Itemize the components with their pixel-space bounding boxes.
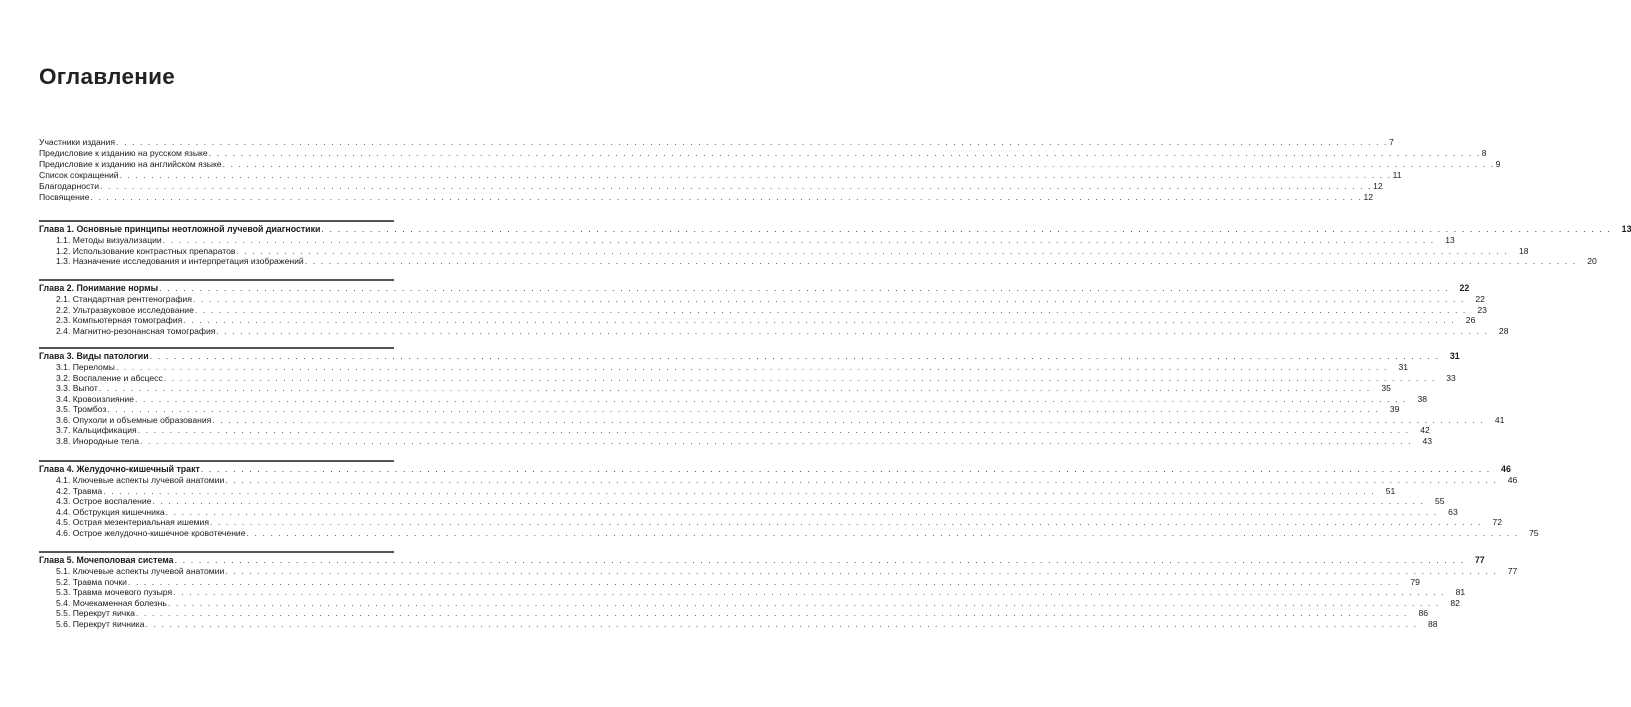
chapter-divider bbox=[39, 460, 394, 462]
entry-label: 1.3. Назначение исследования и интерпретация изображений bbox=[56, 256, 304, 266]
entry-page-number: 46 bbox=[1501, 464, 1511, 474]
entry-page-number: 82 bbox=[1450, 597, 1460, 608]
toc-entry[interactable] bbox=[39, 159, 1501, 170]
dot-leader: . . . . . . . . . . . . . . . . . . . . . . . . . . . . . . . . . . . . . . . . . . . . . . . . . . . . . . . . . . . . . . . . . . . . . . . . . . . . . . . . . . . . . . . . . . . . . . . . . . . . . . . . . . . . . . . . . . . . . . . . . . . . . . . . . . . . . . . . . . . . . . . . . . . . . . . . . . . . . . . . bbox=[167, 597, 1440, 608]
toc-entry[interactable] bbox=[39, 137, 1394, 148]
dot-leader: . . . . . . . . . . . . . . . . . . . . . . . . . . . . . . . . . . . . . . . . . . . . . . . . . . . . . . . . . . . . . . . . . . . . . . . . . . . . . . . . . . . . . . . . . . . . . . . . . . . . . . . . . . . . . . . . . . . . . . . . . . . . . . . . . . . . . . . . . . . . . . . . . . . . . . . . . . . . . . . . bbox=[103, 485, 1376, 496]
entry-label: 2.1. Стандартная рентгенография bbox=[56, 294, 192, 304]
section-entry[interactable] bbox=[39, 393, 1428, 405]
dot-leader: . . . . . . . . . . . . . . . . . . . . . . . . . . . . . . . . . . . . . . . . . . . . . . . . . . . . . . . . . . . . . . . . . . . . . . . . . . . . . . . . . . . . . . . . . . . . . . . . . . . . . . . . . . . . . . . . . . . . . . . . . . . . . . . . . . . . . . . . . . . . . . . . . . . . . . . . . . . . . . . . bbox=[152, 496, 1425, 506]
entry-label: 3.5. Тромбоз bbox=[56, 404, 107, 414]
entry-label: Глава 4. Желудочно-кишечный тракт bbox=[39, 464, 200, 474]
section-entry[interactable] bbox=[39, 304, 1487, 316]
entry-label: Глава 5. Мочеполовая система bbox=[39, 555, 174, 565]
section-entry[interactable] bbox=[39, 597, 1460, 609]
chapter-entry[interactable] bbox=[39, 464, 1511, 475]
entry-page-number: 26 bbox=[1465, 315, 1476, 325]
section-entry[interactable] bbox=[39, 506, 1458, 518]
section-entry[interactable] bbox=[39, 372, 1456, 384]
dot-leader: . . . . . . . . . . . . . . . . . . . . . . . . . . . . . . . . . . . . . . . . . . . . . . . . . . . . . . . . . . . . . . . . . . . . . . . . . . . . . . . . . . . . . . . . . . . . . . . . . . . . . . . . . . . . . . . . . . . . . . . . . . . . . . . . . . . . . . . . . . . . . . . . . . . . . . . . . . . . . . . . bbox=[140, 435, 1413, 446]
entry-page-number: 18 bbox=[1518, 245, 1529, 256]
entry-label: 3.4. Кровоизлияние bbox=[56, 393, 134, 404]
entry-label: 4.6. Острое желудочно-кишечное кровотечение bbox=[56, 527, 246, 538]
entry-label: 3.7. Кальцификация bbox=[56, 425, 137, 435]
dot-leader: . . . . . . . . . . . . . . . . . . . . . . . . . . . . . . . . . . . . . . . . . . . . . . . . . . . . . . . . . . . . . . . . . . . . . . . . . . . . . . . . . . . . . . . . . . . . . . . . . . . . . . . . . . . . . . . . . . . . . . . . . . . . . . . . . . . . . . . . . . . . . . . . . . . . . . . . . . . . . . . . bbox=[98, 383, 1371, 393]
entry-label: 5.1. Ключевые аспекты лучевой анатомии bbox=[56, 566, 225, 576]
entry-label: 3.8. Инородные тела bbox=[56, 435, 140, 446]
entry-label: 5.3. Травма мочевого пузыря bbox=[56, 587, 173, 597]
entry-label: Участники издания bbox=[39, 137, 115, 147]
entry-label: 4.5. Острая мезентериальная ишемия bbox=[56, 517, 209, 527]
section-entry[interactable] bbox=[39, 475, 1518, 486]
entry-label: Глава 3. Виды патологии bbox=[39, 351, 149, 361]
entry-page-number: 22 bbox=[1459, 283, 1470, 293]
chapter-block bbox=[39, 460, 1539, 538]
entry-label: 1.1. Методы визуализации bbox=[56, 235, 162, 245]
entry-page-number: 42 bbox=[1420, 425, 1430, 435]
chapter-divider bbox=[39, 551, 394, 553]
dot-leader: . . . . . . . . . . . . . . . . . . . . . . . . . . . . . . . . . . . . . . . . . . . . . . . . . . . . . . . . . . . . . . . . . . . . . . . . . . . . . . . . . . . . . . . . . . . . . . . . . . . . . . . . . . . . . . . . . . . . . . . . . . . . . . . . . . . . . . . . . . . . . . . . . . . . . . . . . . . . . . . . bbox=[192, 294, 1465, 304]
entry-label: 3.1. Переломы bbox=[56, 362, 115, 372]
dot-leader: . . . . . . . . . . . . . . . . . . . . . . . . . . . . . . . . . . . . . . . . . . . . . . . . . . . . . . . . . . . . . . . . . . . . . . . . . . . . . . . . . . . . . . . . . . . . . . . . . . . . . . . . . . . . . . . . . . . . . . . . . . . . . . . . . . . . . . . . . . . . . . . . . . . . . . . . . . . . . . . . bbox=[135, 608, 1409, 618]
dot-leader: . . . . . . . . . . . . . . . . . . . . . . . . . . . . . . . . . . . . . . . . . . . . . . . . . . . . . . . . . . . . . . . . . . . . . . . . . . . . . . . . . . . . . . . . . . . . . . . . . . . . . . . . . . . . . . . . . . . . . . . . . . . . . . . . . . . . . . . . . . . . . . . . . . . . . . . . . . . . . . . . bbox=[149, 351, 1440, 361]
dot-leader: . . . . . . . . . . . . . . . . . . . . . . . . . . . . . . . . . . . . . . . . . . . . . . . . . . . . . . . . . . . . . . . . . . . . . . . . . . . . . . . . . . . . . . . . . . . . . . . . . . . . . . . . . . . . . . . . . . . . . . . . . . . . . . . . . . . . . . . . . . . . . . . . . . . . . . . . . . . . . . . . bbox=[216, 325, 1489, 336]
section-entry[interactable] bbox=[39, 608, 1429, 619]
entry-label: Список сокращений bbox=[39, 170, 119, 180]
entry-page-number: 22 bbox=[1475, 294, 1485, 304]
entry-label: 3.2. Воспаление и абсцесс bbox=[56, 372, 163, 383]
entry-page-number: 35 bbox=[1381, 383, 1391, 393]
dot-leader: . . . . . . . . . . . . . . . . . . . . . . . . . . . . . . . . . . . . . . . . . . . . . . . . . . . . . . . . . . . . . . . . . . . . . . . . . . . . . . . . . . . . . . . . . . . . . . . . . . . . . . . . . . . . . . . . . . . . . . . . . . . . . . . . . . . . . . . . . . . . . . . . . . . . . . . . . . . . . . . . bbox=[127, 576, 1400, 587]
entry-page-number: 51 bbox=[1385, 485, 1396, 496]
entry-label: 4.4. Обструкция кишечника bbox=[56, 506, 165, 517]
dot-leader: . . . . . . . . . . . . . . . . . . . . . . . . . . . . . . . . . . . . . . . . . . . . . . . . . . . . . . . . . . . . . . . . . . . . . . . . . . . . . . . . . . . . . . . . . . . . . . . . . . . . . . . . . . . . . . . . . . . . . . . . . . . . . . . . . . . . . . . . . . . . . . . . . . . . . . . . . . . . . . . . bbox=[116, 137, 1389, 147]
entry-page-number: 77 bbox=[1507, 566, 1518, 576]
entry-page-number: 88 bbox=[1428, 618, 1438, 629]
dot-leader: . . . . . . . . . . . . . . . . . . . . . . . . . . . . . . . . . . . . . . . . . . . . . . . . . . . . . . . . . . . . . . . . . . . . . . . . . . . . . . . . . . . . . . . . . . . . . . . . . . . . . . . . . . . . . . . . . . . . . . . . . . . . . . . . . . . . . . . . . . . . . . . . . . . . . . . . . . . . . . . . bbox=[119, 170, 1392, 180]
dot-leader: . . . . . . . . . . . . . . . . . . . . . . . . . . . . . . . . . . . . . . . . . . . . . . . . . . . . . . . . . . . . . . . . . . . . . . . . . . . . . . . . . . . . . . . . . . . . . . . . . . . . . . . . . . . . . . . . . . . . . . . . . . . . . . . . . . . . . . . . . . . . . . . . . . . . . . . . . . . . . . . . bbox=[100, 181, 1373, 191]
section-entry[interactable] bbox=[39, 587, 1466, 598]
entry-label: Предисловие к изданию на русском языке bbox=[39, 148, 208, 158]
entry-page-number: 63 bbox=[1448, 506, 1458, 517]
section-entry[interactable] bbox=[39, 527, 1539, 539]
chapter-entry[interactable] bbox=[39, 283, 1470, 294]
section-entry[interactable] bbox=[39, 383, 1391, 394]
chapter-entry[interactable] bbox=[39, 224, 1631, 235]
entry-label: 3.3. Выпот bbox=[56, 383, 98, 393]
page-title: Оглавление bbox=[39, 64, 176, 89]
entry-page-number: 23 bbox=[1477, 304, 1487, 315]
dot-leader: . . . . . . . . . . . . . . . . . . . . . . . . . . . . . . . . . . . . . . . . . . . . . . . . . . . . . . . . . . . . . . . . . . . . . . . . . . . . . . . . . . . . . . . . . . . . . . . . . . . . . . . . . . . . . . . . . . . . . . . . . . . . . . . . . . . . . . . . . . . . . . . . . . . . . . . . . . . . . . . . bbox=[159, 283, 1450, 293]
dot-leader: . . . . . . . . . . . . . . . . . . . . . . . . . . . . . . . . . . . . . . . . . . . . . . . . . . . . . . . . . . . . . . . . . . . . . . . . . . . . . . . . . . . . . . . . . . . . . . . . . . . . . . . . . . . . . . . . . . . . . . . . . . . . . . . . . . . . . . . . . . . . . . . . . . . . . . . . . . . . . . . . bbox=[321, 224, 1612, 234]
dot-leader: . . . . . . . . . . . . . . . . . . . . . . . . . . . . . . . . . . . . . . . . . . . . . . . . . . . . . . . . . . . . . . . . . . . . . . . . . . . . . . . . . . . . . . . . . . . . . . . . . . . . . . . . . . . . . . . . . . . . . . . . . . . . . . . . . . . . . . . . . . . . . . . . . . . . . . . . . . . . . . . . bbox=[165, 506, 1438, 517]
entry-page-number: 72 bbox=[1492, 517, 1503, 527]
entry-page-number: 12 bbox=[1363, 192, 1374, 202]
entry-label: 4.1. Ключевые аспекты лучевой анатомии bbox=[56, 475, 225, 485]
entry-page-number: 13 bbox=[1621, 224, 1631, 234]
entry-page-number: 8 bbox=[1481, 148, 1487, 158]
entry-page-number: 79 bbox=[1410, 576, 1420, 587]
dot-leader: . . . . . . . . . . . . . . . . . . . . . . . . . . . . . . . . . . . . . . . . . . . . . . . . . . . . . . . . . . . . . . . . . . . . . . . . . . . . . . . . . . . . . . . . . . . . . . . . . . . . . . . . . . . . . . . . . . . . . . . . . . . . . . . . . . . . . . . . . . . . . . . . . . . . . . . . . . . . . . . . bbox=[183, 315, 1456, 325]
section-entry[interactable] bbox=[39, 245, 1529, 257]
entry-page-number: 81 bbox=[1455, 587, 1466, 597]
toc-entry[interactable] bbox=[39, 192, 1374, 203]
entry-page-number: 33 bbox=[1446, 372, 1456, 383]
entry-page-number: 39 bbox=[1389, 404, 1400, 414]
entry-page-number: 75 bbox=[1529, 527, 1539, 538]
entry-label: Посвящение bbox=[39, 192, 90, 202]
dot-leader: . . . . . . . . . . . . . . . . . . . . . . . . . . . . . . . . . . . . . . . . . . . . . . . . . . . . . . . . . . . . . . . . . . . . . . . . . . . . . . . . . . . . . . . . . . . . . . . . . . . . . . . . . . . . . . . . . . . . . . . . . . . . . . . . . . . . . . . . . . . . . . . . . . . . . . . . . . . . . . . . bbox=[134, 393, 1408, 404]
section-entry[interactable] bbox=[39, 294, 1485, 305]
dot-leader: . . . . . . . . . . . . . . . . . . . . . . . . . . . . . . . . . . . . . . . . . . . . . . . . . . . . . . . . . . . . . . . . . . . . . . . . . . . . . . . . . . . . . . . . . . . . . . . . . . . . . . . . . . . . . . . . . . . . . . . . . . . . . . . . . . . . . . . . . . . . . . . . . . . . . . . . . . . . . . . . bbox=[304, 256, 1577, 266]
toc-entry[interactable] bbox=[39, 170, 1402, 181]
section-entry[interactable] bbox=[39, 315, 1476, 326]
entry-page-number: 41 bbox=[1494, 414, 1505, 425]
chapter-block bbox=[39, 551, 1518, 629]
entry-label: Благодарности bbox=[39, 181, 100, 191]
entry-label: 2.3. Компьютерная томография bbox=[56, 315, 183, 325]
entry-label: 5.5. Перекрут яичка bbox=[56, 608, 135, 618]
section-entry[interactable] bbox=[39, 566, 1518, 577]
front-matter-list bbox=[39, 137, 1501, 203]
entry-label: 2.2. Ультразвуковое исследование bbox=[56, 304, 194, 315]
dot-leader: . . . . . . . . . . . . . . . . . . . . . . . . . . . . . . . . . . . . . . . . . . . . . . . . . . . . . . . . . . . . . . . . . . . . . . . . . . . . . . . . . . . . . . . . . . . . . . . . . . . . . . . . . . . . . . . . . . . . . . . . . . . . . . . . . . . . . . . . . . . . . . . . . . . . . . . . . . . . . . . . bbox=[225, 475, 1498, 485]
dot-leader: . . . . . . . . . . . . . . . . . . . . . . . . . . . . . . . . . . . . . . . . . . . . . . . . . . . . . . . . . . . . . . . . . . . . . . . . . . . . . . . . . . . . . . . . . . . . . . . . . . . . . . . . . . . . . . . . . . . . . . . . . . . . . . . . . . . . . . . . . . . . . . . . . . . . . . . . . . . . . . . . bbox=[163, 372, 1436, 383]
entry-label: Предисловие к изданию на английском языке bbox=[39, 159, 222, 169]
dot-leader: . . . . . . . . . . . . . . . . . . . . . . . . . . . . . . . . . . . . . . . . . . . . . . . . . . . . . . . . . . . . . . . . . . . . . . . . . . . . . . . . . . . . . . . . . . . . . . . . . . . . . . . . . . . . . . . . . . . . . . . . . . . . . . . . . . . . . . . . . . . . . . . . . . . . . . . . . . . . . . . . bbox=[145, 618, 1418, 629]
dot-leader: . . . . . . . . . . . . . . . . . . . . . . . . . . . . . . . . . . . . . . . . . . . . . . . . . . . . . . . . . . . . . . . . . . . . . . . . . . . . . . . . . . . . . . . . . . . . . . . . . . . . . . . . . . . . . . . . . . . . . . . . . . . . . . . . . . . . . . . . . . . . . . . . . . . . . . . . . . . . . . . . bbox=[90, 192, 1363, 202]
entry-page-number: 7 bbox=[1389, 137, 1394, 147]
toc-entry[interactable] bbox=[39, 181, 1383, 192]
dot-leader: . . . . . . . . . . . . . . . . . . . . . . . . . . . . . . . . . . . . . . . . . . . . . . . . . . . . . . . . . . . . . . . . . . . . . . . . . . . . . . . . . . . . . . . . . . . . . . . . . . . . . . . . . . . . . . . . . . . . . . . . . . . . . . . . . . . . . . . . . . . . . . . . . . . . . . . . . . . . . . . . bbox=[208, 148, 1481, 158]
entry-page-number: 46 bbox=[1507, 475, 1518, 485]
dot-leader: . . . . . . . . . . . . . . . . . . . . . . . . . . . . . . . . . . . . . . . . . . . . . . . . . . . . . . . . . . . . . . . . . . . . . . . . . . . . . . . . . . . . . . . . . . . . . . . . . . . . . . . . . . . . . . . . . . . . . . . . . . . . . . . . . . . . . . . . . . . . . . . . . . . . . . . . . . . . . . . . bbox=[222, 159, 1495, 169]
entry-label: 5.4. Мочекаменная болезнь bbox=[56, 597, 167, 608]
entry-page-number: 77 bbox=[1474, 555, 1485, 565]
section-entry[interactable] bbox=[39, 576, 1420, 588]
section-entry[interactable] bbox=[39, 618, 1438, 630]
entry-label: 1.2. Использование контрастных препаратов bbox=[56, 245, 236, 256]
chapter-divider bbox=[39, 220, 394, 222]
chapter-divider bbox=[39, 347, 394, 349]
entry-page-number: 20 bbox=[1587, 256, 1597, 266]
section-entry[interactable] bbox=[39, 496, 1445, 507]
dot-leader: . . . . . . . . . . . . . . . . . . . . . . . . . . . . . . . . . . . . . . . . . . . . . . . . . . . . . . . . . . . . . . . . . . . . . . . . . . . . . . . . . . . . . . . . . . . . . . . . . . . . . . . . . . . . . . . . . . . . . . . . . . . . . . . . . . . . . . . . . . . . . . . . . . . . . . . . . . . . . . . . bbox=[137, 425, 1410, 435]
section-entry[interactable] bbox=[39, 325, 1509, 337]
chapter-divider bbox=[39, 279, 394, 281]
entry-page-number: 31 bbox=[1398, 362, 1408, 372]
entry-label: Глава 2. Понимание нормы bbox=[39, 283, 159, 293]
dot-leader: . . . . . . . . . . . . . . . . . . . . . . . . . . . . . . . . . . . . . . . . . . . . . . . . . . . . . . . . . . . . . . . . . . . . . . . . . . . . . . . . . . . . . . . . . . . . . . . . . . . . . . . . . . . . . . . . . . . . . . . . . . . . . . . . . . . . . . . . . . . . . . . . . . . . . . . . . . . . . . . . bbox=[162, 235, 1435, 245]
entry-page-number: 28 bbox=[1498, 325, 1509, 336]
section-entry[interactable] bbox=[39, 425, 1430, 436]
dot-leader: . . . . . . . . . . . . . . . . . . . . . . . . . . . . . . . . . . . . . . . . . . . . . . . . . . . . . . . . . . . . . . . . . . . . . . . . . . . . . . . . . . . . . . . . . . . . . . . . . . . . . . . . . . . . . . . . . . . . . . . . . . . . . . . . . . . . . . . . . . . . . . . . . . . . . . . . . . . . . . . . bbox=[115, 362, 1388, 372]
entry-label: 5.2. Травма почки bbox=[56, 576, 127, 587]
chapter-block bbox=[39, 347, 1505, 446]
dot-leader: . . . . . . . . . . . . . . . . . . . . . . . . . . . . . . . . . . . . . . . . . . . . . . . . . . . . . . . . . . . . . . . . . . . . . . . . . . . . . . . . . . . . . . . . . . . . . . . . . . . . . . . . . . . . . . . . . . . . . . . . . . . . . . . . . . . . . . . . . . . . . . . . . . . . . . . . . . . . . . . . bbox=[246, 527, 1519, 538]
chapter-entry[interactable] bbox=[39, 351, 1460, 362]
toc-entry[interactable] bbox=[39, 148, 1487, 159]
section-entry[interactable] bbox=[39, 404, 1400, 415]
dot-leader: . . . . . . . . . . . . . . . . . . . . . . . . . . . . . . . . . . . . . . . . . . . . . . . . . . . . . . . . . . . . . . . . . . . . . . . . . . . . . . . . . . . . . . . . . . . . . . . . . . . . . . . . . . . . . . . . . . . . . . . . . . . . . . . . . . . . . . . . . . . . . . . . . . . . . . . . . . . . . . . . bbox=[236, 245, 1509, 256]
dot-leader: . . . . . . . . . . . . . . . . . . . . . . . . . . . . . . . . . . . . . . . . . . . . . . . . . . . . . . . . . . . . . . . . . . . . . . . . . . . . . . . . . . . . . . . . . . . . . . . . . . . . . . . . . . . . . . . . . . . . . . . . . . . . . . . . . . . . . . . . . . . . . . . . . . . . . . . . . . . . . . . . bbox=[194, 304, 1467, 315]
dot-leader: . . . . . . . . . . . . . . . . . . . . . . . . . . . . . . . . . . . . . . . . . . . . . . . . . . . . . . . . . . . . . . . . . . . . . . . . . . . . . . . . . . . . . . . . . . . . . . . . . . . . . . . . . . . . . . . . . . . . . . . . . . . . . . . . . . . . . . . . . . . . . . . . . . . . . . . . . . . . . . . . bbox=[212, 414, 1485, 425]
entry-page-number: 43 bbox=[1422, 435, 1433, 446]
dot-leader: . . . . . . . . . . . . . . . . . . . . . . . . . . . . . . . . . . . . . . . . . . . . . . . . . . . . . . . . . . . . . . . . . . . . . . . . . . . . . . . . . . . . . . . . . . . . . . . . . . . . . . . . . . . . . . . . . . . . . . . . . . . . . . . . . . . . . . . . . . . . . . . . . . . . . . . . . . . . . . . . bbox=[200, 464, 1491, 474]
section-entry[interactable] bbox=[39, 256, 1597, 267]
entry-page-number: 13 bbox=[1445, 235, 1455, 245]
entry-page-number: 38 bbox=[1417, 393, 1428, 404]
entry-page-number: 11 bbox=[1392, 170, 1402, 180]
dot-leader: . . . . . . . . . . . . . . . . . . . . . . . . . . . . . . . . . . . . . . . . . . . . . . . . . . . . . . . . . . . . . . . . . . . . . . . . . . . . . . . . . . . . . . . . . . . . . . . . . . . . . . . . . . . . . . . . . . . . . . . . . . . . . . . . . . . . . . . . . . . . . . . . . . . . . . . . . . . . . . . . bbox=[107, 404, 1380, 414]
section-entry[interactable] bbox=[39, 414, 1505, 426]
section-entry[interactable] bbox=[39, 517, 1503, 528]
dot-leader: . . . . . . . . . . . . . . . . . . . . . . . . . . . . . . . . . . . . . . . . . . . . . . . . . . . . . . . . . . . . . . . . . . . . . . . . . . . . . . . . . . . . . . . . . . . . . . . . . . . . . . . . . . . . . . . . . . . . . . . . . . . . . . . . . . . . . . . . . . . . . . . . . . . . . . . . . . . . . . . . bbox=[209, 517, 1483, 527]
entry-label: 3.6. Опухоли и объемные образования bbox=[56, 414, 212, 425]
section-entry[interactable] bbox=[39, 362, 1408, 373]
entry-page-number: 86 bbox=[1418, 608, 1429, 618]
entry-page-number: 12 bbox=[1373, 181, 1383, 191]
chapter-block bbox=[39, 279, 1509, 336]
entry-label: 5.6. Перекрут яичника bbox=[56, 618, 145, 629]
section-entry[interactable] bbox=[39, 435, 1433, 447]
entry-label: Глава 1. Основные принципы неотложной лучевой диагностики bbox=[39, 224, 321, 234]
entry-label: 4.3. Острое воспаление bbox=[56, 496, 152, 506]
chapter-entry[interactable] bbox=[39, 555, 1485, 566]
dot-leader: . . . . . . . . . . . . . . . . . . . . . . . . . . . . . . . . . . . . . . . . . . . . . . . . . . . . . . . . . . . . . . . . . . . . . . . . . . . . . . . . . . . . . . . . . . . . . . . . . . . . . . . . . . . . . . . . . . . . . . . . . . . . . . . . . . . . . . . . . . . . . . . . . . . . . . . . . . . . . . . . bbox=[174, 555, 1465, 565]
dot-leader: . . . . . . . . . . . . . . . . . . . . . . . . . . . . . . . . . . . . . . . . . . . . . . . . . . . . . . . . . . . . . . . . . . . . . . . . . . . . . . . . . . . . . . . . . . . . . . . . . . . . . . . . . . . . . . . . . . . . . . . . . . . . . . . . . . . . . . . . . . . . . . . . . . . . . . . . . . . . . . . . bbox=[173, 587, 1446, 597]
entry-label: 2.4. Магнитно-резонансная томография bbox=[56, 325, 216, 336]
section-entry[interactable] bbox=[39, 485, 1396, 497]
chapter-block bbox=[39, 220, 1631, 267]
entry-page-number: 9 bbox=[1495, 159, 1501, 169]
entry-page-number: 31 bbox=[1449, 351, 1460, 361]
entry-label: 4.2. Травма bbox=[56, 485, 103, 496]
dot-leader: . . . . . . . . . . . . . . . . . . . . . . . . . . . . . . . . . . . . . . . . . . . . . . . . . . . . . . . . . . . . . . . . . . . . . . . . . . . . . . . . . . . . . . . . . . . . . . . . . . . . . . . . . . . . . . . . . . . . . . . . . . . . . . . . . . . . . . . . . . . . . . . . . . . . . . . . . . . . . . . . bbox=[225, 566, 1498, 576]
section-entry[interactable] bbox=[39, 235, 1455, 246]
entry-page-number: 55 bbox=[1434, 496, 1445, 506]
